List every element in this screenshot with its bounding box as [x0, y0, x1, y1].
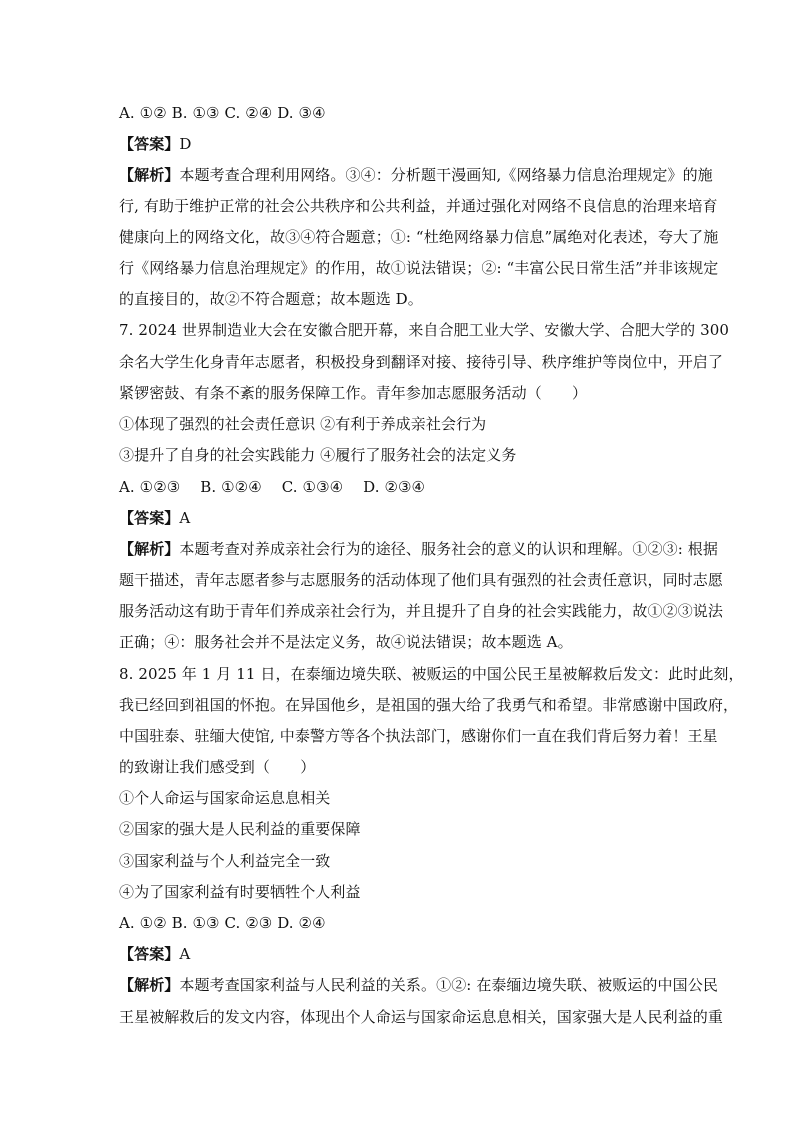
answer-value: D: [179, 135, 192, 153]
q8-options: A. ①② B. ①③ C. ②③ D. ②④: [119, 914, 326, 932]
answer-value: A: [179, 945, 191, 963]
q8-statement: ①个人命运与国家命运息息相关: [119, 789, 331, 807]
analysis-tag: 【解析】: [119, 540, 180, 558]
q8-analysis-line: 王星被解救后的发文内容，体现出个人命运与国家命运息息相关，国家强大是人民利益的重: [119, 1008, 724, 1026]
q7-stem-line: 7. 2024 世界制造业大会在安徽合肥开幕，来自合肥工业大学、安徽大学、合肥大学的 300: [119, 321, 730, 339]
answer-value: A: [179, 509, 191, 527]
analysis-tag: 【解析】: [119, 166, 180, 184]
analysis-tag: 【解析】: [119, 976, 180, 994]
q7-answer: [119, 508, 679, 528]
q8-statement: ③国家利益与个人利益完全一致: [119, 852, 331, 870]
q7-analysis-line: 题干描述，青年志愿者参与志愿服务的活动体现了他们具有强烈的社会责任意识，同时志愿: [119, 571, 724, 589]
q8-statement: ④为了国家利益有时要牺牲个人利益: [119, 883, 361, 901]
q7-options: A. ①②③ B. ①②④ C. ①③④ D. ②③④: [119, 478, 426, 496]
q8-stem-line: 中国驻泰、驻缅大使馆, 中泰警方等各个执法部门，感谢你们一直在我们背后努力着！王星: [119, 727, 718, 745]
q7-statement: ①体现了强烈的社会责任意识 ②有利于养成亲社会行为: [119, 415, 487, 433]
q6-analysis-line: [119, 165, 713, 185]
q7-analysis-line: 正确；④：服务社会并不是法定义务，故④说法错误；故本题选 A。: [119, 633, 573, 651]
q6-answer: [119, 134, 679, 154]
q6-options: A. ①② B. ①③ C. ②④ D. ③④: [119, 104, 326, 122]
q7-stem-line: 余名大学生化身青年志愿者，积极投身到翻译对接、接待引导、秩序维护等岗位中，开启了: [119, 353, 724, 371]
q8-stem-line: 8. 2025 年 1 月 11 日，在泰缅边境失联、被贩运的中国公民王星被解救后发文：此时此刻，: [119, 665, 744, 683]
q8-analysis-line: [119, 975, 718, 995]
q7-analysis-line: [119, 539, 718, 559]
analysis-text: 本题考查合理利用网络。③④：分析题干漫画知,《网络暴力信息治理规定》的施: [179, 166, 713, 184]
analysis-text: 本题考查国家利益与人民利益的关系。①②: 在泰缅边境失联、被贩运的中国公民: [179, 976, 718, 994]
answer-tag: 【答案】: [119, 945, 180, 963]
q8-statement: ②国家的强大是人民利益的重要保障: [119, 820, 361, 838]
q7-statement: ③提升了自身的社会实践能力 ④履行了服务社会的法定义务: [119, 446, 517, 464]
q6-analysis-line: 的直接目的，故②不符合题意；故本题选 D。: [119, 290, 423, 308]
q6-analysis-line: 行《网络暴力信息治理规定》的作用，故①说法错误；②: “丰富公民日常生活”并非该规定: [119, 259, 719, 277]
q8-answer: [119, 944, 679, 964]
q7-analysis-line: 服务活动这有助于青年们养成亲社会行为，并且提升了自身的社会实践能力，故①②③说法: [119, 602, 724, 620]
q8-stem-line: 的致谢让我们感受到（ ）: [119, 758, 316, 776]
q8-stem-line: 我已经回到祖国的怀抱。在异国他乡，是祖国的强大给了我勇气和希望。非常感谢中国政府，: [119, 696, 739, 714]
analysis-text: 本题考查对养成亲社会行为的途径、服务社会的意义的认识和理解。①②③: 根据: [179, 540, 718, 558]
answer-tag: 【答案】: [119, 509, 180, 527]
answer-tag: 【答案】: [119, 135, 180, 153]
q7-stem-line: 紧锣密鼓、有条不紊的服务保障工作。青年参加志愿服务活动（ ）: [119, 384, 588, 402]
q6-analysis-line: 行, 有助于维护正常的社会公共秩序和公共利益，并通过强化对网络不良信息的治理来培育: [119, 197, 718, 215]
q6-analysis-line: 健康向上的网络文化，故③④符合题意；①: “杜绝网络暴力信息”属绝对化表述，夸大了施: [119, 228, 719, 246]
